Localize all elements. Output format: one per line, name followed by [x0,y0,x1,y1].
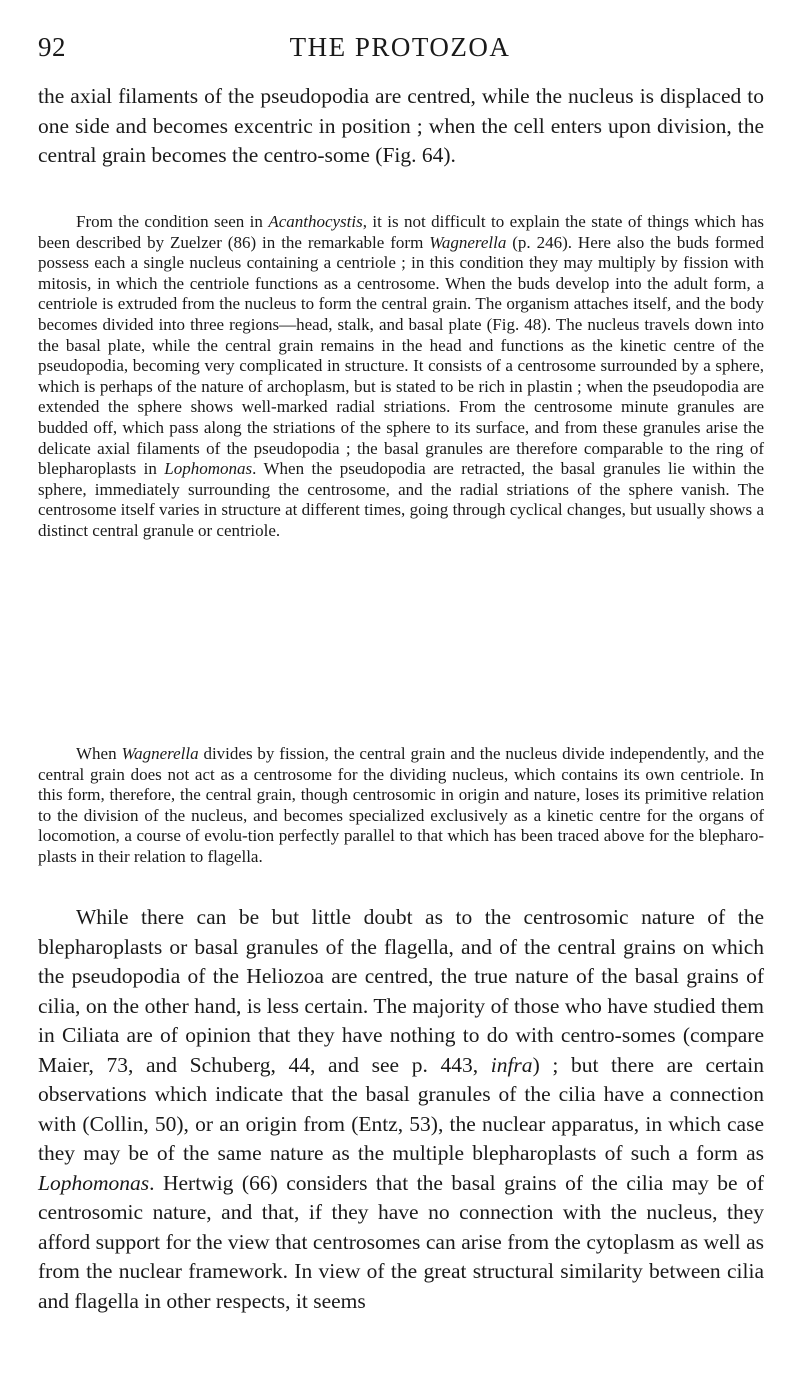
text-run: . When the pseudopodia are retracted, the basal granules lie within the sphere, immediately surrounding the centrosome, and the radial striations of the sphere vanish. The centrosome itself varies in structure at different times, going through cyclical changes, but usually shows a distinct central granule or centriole. [38,459,765,540]
genus-name-lophomonas: Lophomonas [38,1170,150,1195]
page-number: 92 [38,32,66,62]
text-run: . Hertwig (66) considers that the basal grains of the cilia may be of centrosomic nature, and that, if they have no connection with the nucleus, they afford support for the view that centrosomes can arise from the cytoplasm as well as from the nuclear framework. In view of the great structural similarity between cilia and flagella in other respects, it seems [38,1170,764,1313]
running-title: THE PROTOZOA [289,32,511,62]
text-run: (p. 246). Here also the buds formed possess each a single nucleus containing a centriole ; in this condition they may multiply by fission with mitosis, in which the centriole functions as a centrosome. When the buds develop into the adult form, a centriole is extruded from the nucleus to form the central grain. The organism attaches itself, and the body becomes divided into three regions—head, stalk, and basal plate (Fig. 48). The nucleus travels down into the basal plate, while the central grain remains in the head and functions as the kinetic centre of the pseudopodia, becoming very complicated in structure. It consists of a centrosome surrounded by a sphere, which is perhaps of the nature of archoplasm, but is stated to be rich in plastin ; when the pseudopodia are extended the sphere shows well-marked radial striations. From the centrosome minute granules are budded off, which pass along the striations of the sphere to its surface, and from these granules arise the delicate axial filaments of the pseudopodia ; the basal granules are therefore comparable to the ring of blepharoplasts in [38,232,764,479]
page-header [38,32,762,72]
paragraph-basal-grains-cilia [38,903,764,1316]
text-run: From the condition seen in [76,212,269,231]
text-run: divides by fission, the central grain and the nucleus divide independently, and the central grain does not act as a centrosome for the dividing nucleus, which contains its own centriole. In this form, therefore, the central grain, though centrosomic in origin and nature, loses its primitive relation to the division of the nucleus, and becomes specialized exclusively as a kinetic centre for the organs of locomotion, a course of evolu-tion perfectly parallel to that which has been traced above for the blepharo-plasts in their relation to flagella. [38,744,765,866]
text-run: When [76,744,122,763]
text-run: While there can be but little doubt as to the centrosomic nature of the blepharoplasts or basal granules of the flagella, and of the central grains on which the pseudopodia of the Heliozoa are centred, the true nature of the basal grains of cilia, on the other hand, is less certain. The majority of those who have studied them in Ciliata are of opinion that they have nothing to do with centro-somes (compare Maier, 73, and Schuberg, 44, and see p. 443, [38,905,764,1077]
term-infra: infra [490,1052,533,1077]
genus-name-wagnerella: Wagnerella [121,744,199,763]
genus-name-acanthocystis: Acanthocystis [268,212,363,231]
genus-name-lophomonas: Lophomonas [164,459,253,479]
text-run: , it is not difficult to explain the state of things which has been described by Zuelzer (86) in the remarkable form [38,212,764,252]
paragraph-continuation: the axial filaments of the pseudopodia are centred, while the nucleus is displaced to one side and becomes excentric in position ; when the cell enters upon division, the central grain becomes the centro-some (Fig. 64). [38,84,764,167]
genus-name-wagnerella: Wagnerella [429,232,507,252]
paragraph-wagnerella-fission [38,744,764,868]
paragraph-wagnerella-description [38,212,764,542]
text-run: ) ; but there are certain observations which indicate that the basal granules of the cilia have a connection with (Collin, 50), or an origin from (Entz, 53), the nuclear apparatus, in which case they may be of the same nature as the multiple blepharoplasts of such a form as [38,1052,765,1165]
